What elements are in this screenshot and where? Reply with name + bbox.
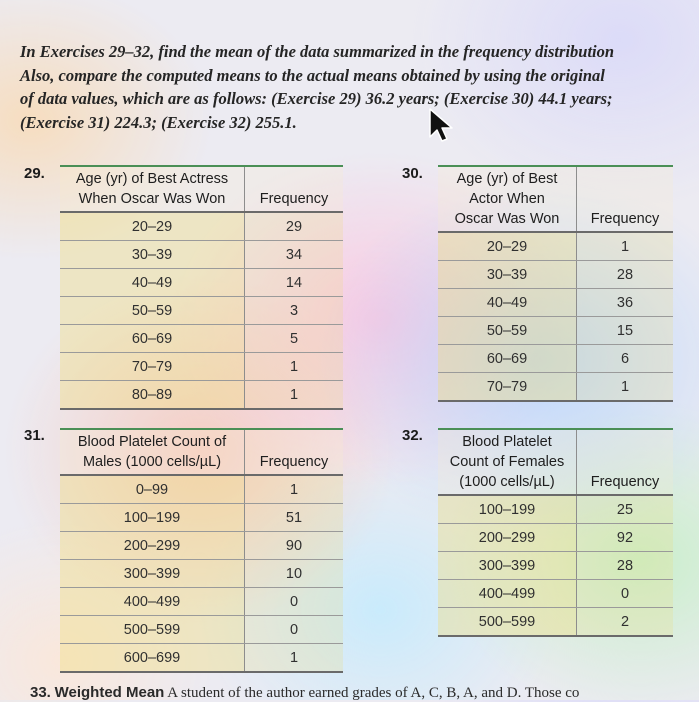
header-line: Blood Platelet Count of	[77, 434, 227, 450]
instructions-line: Also, compare the computed means to the actual means obtained by using the original	[20, 65, 605, 85]
header-line: Oscar Was Won	[454, 211, 560, 227]
frequency-column-header: Frequency	[245, 429, 344, 475]
class-column-header	[60, 429, 245, 475]
class-column-header	[60, 166, 245, 212]
table-row	[438, 373, 673, 402]
table-row	[438, 317, 673, 345]
header-line: Actor When	[469, 191, 545, 207]
class-interval-cell: 40–49	[60, 269, 245, 297]
class-interval-cell: 20–29	[60, 212, 245, 241]
frequency-cell: 5	[245, 325, 344, 353]
exercise-33-text	[30, 684, 579, 702]
table-row	[438, 289, 673, 317]
table-row	[60, 504, 343, 532]
table-row	[60, 381, 343, 410]
exercise-32-number: 32.	[402, 427, 423, 444]
frequency-cell: 51	[245, 504, 344, 532]
header-line: Age (yr) of Best Actress	[75, 171, 229, 187]
frequency-column-header: Frequency	[245, 166, 344, 212]
table-row	[60, 353, 343, 381]
frequency-cell: 6	[577, 345, 674, 373]
frequency-cell: 3	[245, 297, 344, 325]
class-interval-cell: 30–39	[60, 241, 245, 269]
exercise-31-number: 31.	[24, 427, 45, 444]
class-interval-cell: 0–99	[60, 475, 245, 504]
frequency-cell: 14	[245, 269, 344, 297]
exercise-30-table	[438, 165, 673, 402]
class-interval-cell: 70–79	[438, 373, 577, 402]
exercise-30-number: 30.	[402, 165, 423, 182]
exercise-29-number: 29.	[24, 165, 45, 182]
mouse-pointer-icon	[428, 107, 454, 143]
class-interval-cell: 50–59	[60, 297, 245, 325]
table-row	[438, 552, 673, 580]
class-interval-cell: 100–199	[60, 504, 245, 532]
exercise-31-table	[60, 428, 343, 673]
frequency-cell: 0	[245, 616, 344, 644]
frequency-cell: 92	[577, 524, 674, 552]
frequency-column-header: Frequency	[577, 429, 674, 495]
table-row	[60, 616, 343, 644]
frequency-cell: 1	[245, 353, 344, 381]
table-row	[60, 297, 343, 325]
exercise-33-title: Weighted Mean	[54, 684, 165, 701]
frequency-cell: 36	[577, 289, 674, 317]
frequency-cell: 2	[577, 608, 674, 637]
frequency-cell: 1	[245, 644, 344, 673]
table-row	[438, 608, 673, 637]
table-row	[60, 325, 343, 353]
class-interval-cell: 300–399	[60, 560, 245, 588]
exercise-29-table	[60, 165, 343, 410]
class-interval-cell: 400–499	[438, 580, 577, 608]
frequency-cell: 1	[245, 381, 344, 410]
table-row	[60, 588, 343, 616]
class-interval-cell: 500–599	[438, 608, 577, 637]
header-line: Blood Platelet	[462, 434, 552, 450]
header-line: Count of Females	[449, 454, 565, 470]
instructions-line: (Exercise 31) 224.3; (Exercise 32) 255.1.	[20, 112, 297, 132]
table-row	[60, 532, 343, 560]
class-column-header	[438, 166, 577, 232]
instructions-paragraph	[20, 40, 699, 134]
frequency-cell: 15	[577, 317, 674, 345]
class-interval-cell: 40–49	[438, 289, 577, 317]
frequency-cell: 29	[245, 212, 344, 241]
class-interval-cell: 100–199	[438, 495, 577, 524]
class-interval-cell: 600–699	[60, 644, 245, 673]
exercise-33-body: A student of the author earned grades of A, C, B, A, and D. Those co	[167, 685, 580, 701]
table-row	[438, 524, 673, 552]
class-interval-cell: 60–69	[60, 325, 245, 353]
class-interval-cell: 400–499	[60, 588, 245, 616]
class-interval-cell: 30–39	[438, 261, 577, 289]
frequency-cell: 0	[245, 588, 344, 616]
header-line: When Oscar Was Won	[78, 191, 226, 207]
instructions-line: In Exercises 29–32, find the mean of the data summarized in the frequency distribution	[20, 42, 615, 61]
table-row	[438, 345, 673, 373]
frequency-cell: 1	[577, 232, 674, 261]
table-row	[60, 644, 343, 673]
class-interval-cell: 60–69	[438, 345, 577, 373]
frequency-column-header: Frequency	[577, 166, 674, 232]
table-row	[60, 212, 343, 241]
frequency-cell: 10	[245, 560, 344, 588]
header-line: (1000 cells/µL)	[459, 474, 555, 490]
table-row	[60, 560, 343, 588]
class-interval-cell: 80–89	[60, 381, 245, 410]
class-interval-cell: 50–59	[438, 317, 577, 345]
instructions-line: of data values, which are as follows: (Exercise 29) 36.2 years; (Exercise 30) 44.1 years;	[20, 89, 613, 108]
exercise-32-table	[438, 428, 673, 637]
header-line: Age (yr) of Best	[456, 171, 558, 187]
table-row	[438, 495, 673, 524]
class-interval-cell: 20–29	[438, 232, 577, 261]
class-interval-cell: 70–79	[60, 353, 245, 381]
header-line: Males (1000 cells/µL)	[82, 454, 222, 470]
class-column-header	[438, 429, 577, 495]
class-interval-cell: 300–399	[438, 552, 577, 580]
table-row	[438, 580, 673, 608]
frequency-cell: 28	[577, 552, 674, 580]
exercise-33-number: 33.	[30, 684, 51, 701]
table-row	[60, 241, 343, 269]
class-interval-cell: 200–299	[60, 532, 245, 560]
frequency-cell: 1	[577, 373, 674, 402]
frequency-cell: 25	[577, 495, 674, 524]
class-interval-cell: 200–299	[438, 524, 577, 552]
frequency-cell: 0	[577, 580, 674, 608]
class-interval-cell: 500–599	[60, 616, 245, 644]
frequency-cell: 34	[245, 241, 344, 269]
table-row	[60, 269, 343, 297]
frequency-cell: 90	[245, 532, 344, 560]
frequency-cell: 1	[245, 475, 344, 504]
frequency-cell: 28	[577, 261, 674, 289]
table-row	[438, 261, 673, 289]
table-row	[60, 475, 343, 504]
table-row	[438, 232, 673, 261]
